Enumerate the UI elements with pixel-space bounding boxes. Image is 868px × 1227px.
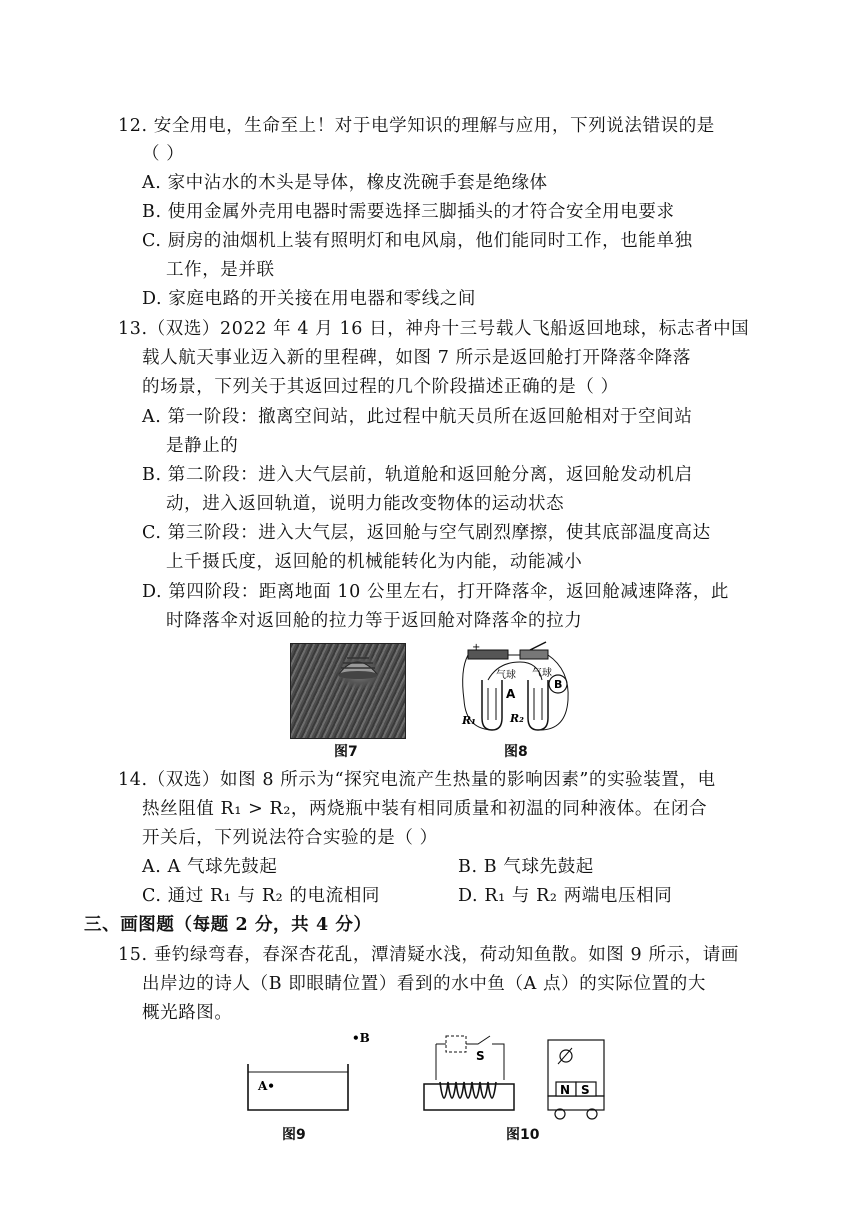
label-r2: R₂ — [510, 712, 524, 725]
q13-option-a: A. 第一阶段：撤离空间站，此过程中航天员所在返回舱相对于空间站 — [142, 407, 693, 427]
label-magnet-n: N — [560, 1083, 571, 1097]
dashed-box — [446, 1036, 466, 1052]
figure-8-diagram — [458, 640, 574, 738]
figure-10-diagram — [416, 1030, 616, 1124]
q15-stem-line3: 概光路图。 — [142, 1003, 233, 1023]
q12-option-c-cont: 工作，是并联 — [166, 260, 275, 280]
label-fish-a: A• — [258, 1079, 275, 1093]
q13-option-d: D. 第四阶段：距离地面 10 公里左右，打开降落伞，返回舱减速降落，此 — [142, 582, 730, 602]
label-eye-b: •B — [352, 1031, 370, 1045]
q14-option-c: C. 通过 R₁ 与 R₂ 的电流相同 — [142, 886, 380, 906]
q14-stem-line3: 开关后，下列说法符合实验的是（ ） — [142, 828, 438, 848]
q13-option-a-cont: 是静止的 — [166, 436, 239, 456]
label-balloon-a: 气球 — [496, 670, 516, 681]
figure-8-caption: 图8 — [504, 744, 528, 760]
flask-a — [482, 680, 502, 730]
q12-bracket: （ ） — [142, 144, 185, 164]
q14-option-d: D. R₁ 与 R₂ 两端电压相同 — [458, 886, 673, 906]
q13-option-b-cont: 动，进入返回轨道，说明力能改变物体的运动状态 — [166, 494, 565, 514]
q13-option-d-cont: 时降落伞对返回舱的拉力等于返回舱对降落伞的拉力 — [166, 611, 583, 631]
label-r1: R₁ — [462, 714, 476, 727]
label-b: B — [554, 678, 563, 691]
q15-stem-line2: 出岸边的诗人（B 即眼睛位置）看到的水中鱼（A 点）的实际位置的大 — [142, 974, 706, 994]
q15-stem-line1: 15. 垂钓绿弯春，春深杏花乱，潭清疑水浅，荷动知鱼散。如图 9 所示，请画 — [118, 945, 739, 965]
q13-stem-line3: 的场景，下列关于其返回过程的几个阶段描述正确的是（ ） — [142, 377, 619, 397]
q14-stem-line1: 14.（双选）如图 8 所示为“探究电流产生热量的影响因素”的实验装置，电 — [118, 770, 716, 790]
section-3-title: 三、画图题（每题 2 分，共 4 分） — [84, 915, 372, 935]
plus-sign: + — [472, 642, 481, 653]
q14-option-b: B. B 气球先鼓起 — [458, 857, 594, 877]
q13-option-c: C. 第三阶段：进入大气层，返回舱与空气剧烈摩擦，使其底部温度高达 — [142, 523, 711, 543]
cart-body — [548, 1096, 604, 1110]
capsule-icon — [291, 644, 405, 738]
q12-option-d: D. 家庭电路的开关接在用电器和零线之间 — [142, 289, 477, 309]
q13-stem-line2: 载人航天事业迈入新的里程碑，如图 7 所示是返回舱打开降落伞降落 — [142, 348, 691, 368]
q13-option-c-cont: 上千摄氏度，返回舱的机械能转化为内能，动能减小 — [166, 552, 583, 572]
figure-9-caption: 图9 — [282, 1127, 306, 1143]
label-a: A — [506, 687, 516, 701]
label-balloon-b: 气球 — [532, 668, 552, 679]
q13-option-b: B. 第二阶段：进入大气层前，轨道舱和返回舱分离，返回舱发动机启 — [142, 465, 693, 485]
q12-stem: 12. 安全用电，生命至上！对于电学知识的理解与应用，下列说法错误的是 — [118, 116, 715, 136]
q14-stem-line2: 热丝阻值 R₁ > R₂，两烧瓶中装有相同质量和初温的同种液体。在闭合 — [142, 799, 708, 819]
label-switch-s: S — [476, 1049, 485, 1063]
label-magnet-s: S — [581, 1083, 590, 1097]
figure-10-caption: 图10 — [506, 1127, 540, 1143]
figure-7-caption: 图7 — [334, 744, 358, 760]
switch-icon — [520, 650, 548, 659]
figure-7-photo — [290, 643, 406, 739]
q12-option-c: C. 厨房的油烟机上装有照明灯和电风扇，他们能同时工作，也能单独 — [142, 231, 693, 251]
figure-9-diagram — [236, 1026, 376, 1116]
q12-option-a: A. 家中沾水的木头是导体，橡皮洗碗手套是绝缘体 — [142, 173, 548, 193]
q13-stem-line1: 13.（双选）2022 年 4 月 16 日，神舟十三号载人飞船返回地球，标志者中国 — [118, 319, 750, 339]
q14-option-a: A. A 气球先鼓起 — [142, 857, 278, 877]
flask-b — [528, 680, 548, 730]
q12-option-b: B. 使用金属外壳用电器时需要选择三脚插头的才符合安全用电要求 — [142, 202, 675, 222]
